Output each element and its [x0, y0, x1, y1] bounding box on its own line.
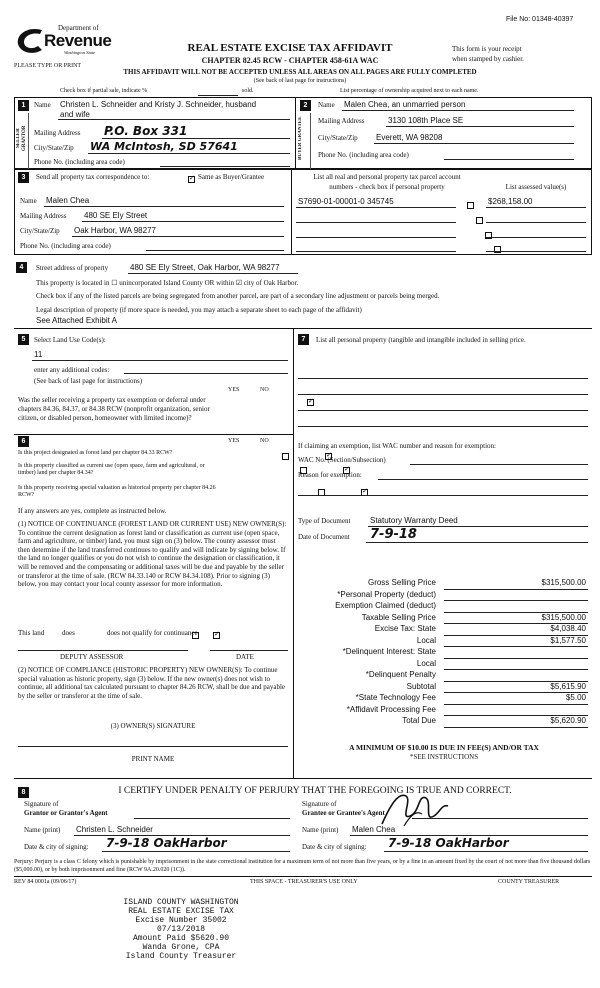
additional-codes-label: enter any additional codes: [34, 366, 110, 374]
stamp-line-3: Excise Number 35002 [135, 916, 227, 925]
see-instructions-note: *SEE INSTRUCTIONS [409, 753, 479, 761]
s6-yes-header: YES [228, 438, 240, 444]
acceptance-warning: THIS AFFIDAVIT WILL NOT BE ACCEPTED UNLESS ALL AREAS ON ALL PAGES ARE FULLY COMPLETED [123, 68, 477, 76]
grantor-name-print-label: Name (print) [24, 826, 61, 834]
see-back-note: (See back of last page for instructions) [253, 78, 347, 84]
exemption-label: If claiming an exemption, list WAC number and reason for exemption: [298, 442, 496, 450]
corr-name-value[interactable]: Malen Chea [46, 196, 90, 205]
tax-row-label: Taxable Selling Price [361, 612, 436, 622]
tax-row-label: *Affidavit Processing Fee [346, 704, 436, 714]
s5-exemption-question: Was the seller receiving a property tax exemption or deferral under chapters 84.36, 84.37, or 84.38 RCW (nonprofit organization, senior citizen, or disabled person, homeowner with limited income)? [18, 396, 210, 422]
buyer-phone-label: Phone No. (including area code) [318, 151, 409, 159]
doc-type-label: Type of Document [298, 517, 351, 525]
deputy-date-label: DATE [236, 653, 254, 661]
tax-row-label: Excise Tax: State [374, 624, 436, 633]
grantor-sig-label-1: Signature of [24, 800, 59, 808]
type-or-print: PLEASE TYPE OR PRINT [14, 63, 82, 69]
s6-if-yes-note: If any answers are yes, complete as instructed below. [18, 507, 167, 515]
section-7-badge: 7 [298, 334, 309, 345]
personal-property-line-4[interactable] [298, 426, 588, 427]
doc-type-value[interactable]: Statutory Warranty Deed [370, 516, 458, 525]
stamp-line-1: ISLAND COUNTY WASHINGTON [123, 898, 239, 907]
tax-row-value[interactable]: $5,620.90 [550, 716, 586, 725]
personal-property-line-1[interactable] [298, 378, 588, 379]
minimum-fee-note: A MINIMUM OF $10.00 IS DUE IN FEE(S) AND/OR TAX [349, 743, 539, 752]
buyer-city-value[interactable]: Everett, WA 98208 [376, 133, 443, 142]
s6-historic-question: Is this property receiving special valuation as historical property per chapter 84.26 RCW? [18, 485, 216, 498]
grantor-date-city-label: Date & city of signing: [24, 843, 89, 851]
parcel-header-2: numbers - check box if personal property [329, 183, 445, 191]
section-2-badge: 2 [300, 100, 311, 111]
tax-row-value[interactable]: $1,577.50 [550, 635, 586, 645]
seller-city-label: City/State/Zip [34, 144, 74, 152]
corr-mailing-label: Mailing Address [20, 212, 67, 220]
property-location-text: This property is located in ☐ unincorporated Island County OR within ☑ city of Oak Harbor. [36, 279, 299, 287]
grantor-sig-label-2: Grantor or Grantor's Agent [24, 809, 108, 817]
seller-phone-label: Phone No. (including area code) [34, 158, 125, 166]
logo-state: Washington State [64, 50, 96, 55]
corr-mailing-value[interactable]: 480 SE Ely Street [84, 211, 148, 220]
grantor-date-city-value[interactable]: 7-9-18 OakHarbor [106, 836, 227, 850]
street-address-value[interactable]: 480 SE Ely Street, Oak Harbor, WA 98277 [130, 263, 280, 272]
personal-property-checkbox-2[interactable] [476, 217, 483, 224]
s5-yes-header: YES [228, 387, 240, 393]
owner-signature-label: (3) OWNER(S) SIGNATURE [110, 722, 196, 730]
section-4-badge: 4 [16, 262, 27, 273]
tax-row-value[interactable]: $5,615.90 [550, 681, 586, 691]
corr-city-value[interactable]: Oak Harbor, WA 98277 [74, 226, 156, 235]
s6-notice-compliance: (2) NOTICE OF COMPLIANCE (HISTORIC PROPERTY) NEW OWNER(S): To continue special valuation as historic property, sign (3) below. If the new owner(s) does not wish to continue, all additional tax calculated pursuant to chapter 84.26 RCW, shall be due and payable by the seller or transferor at the time of sale. [18, 666, 286, 700]
s6-current-use-question: Is this property classified as current use (open space, farm and agricultural, or timber) land per chapter 84.34? [18, 463, 205, 476]
assessed-value-1[interactable]: $268,158.00 [488, 197, 533, 206]
treasurer-use-only: THIS SPACE - TREASURER'S USE ONLY [250, 879, 358, 885]
perjury-statement: Perjury: Perjury is a class C felony which is punishable by imprisonment in the state correctional institution for a maximum term of not more than five years, or by a fine in an amount fixed by the court of not more than five thousand dollars ($5,000.00), or by both imprisonment and fine (RCW 9A.20.020 (1C)). [14, 859, 591, 873]
logo-word: Revenue [44, 31, 112, 50]
seller-name-value-2[interactable]: and wife [60, 110, 90, 119]
stamp-line-2: REAL ESTATE EXCISE TAX [128, 907, 234, 916]
form-title: REAL ESTATE EXCISE TAX AFFIDAVIT [187, 42, 393, 54]
file-number: File No: 01348-40397 [506, 16, 574, 23]
seller-city-value[interactable]: WA McIntosh, SD 57641 [90, 140, 238, 153]
s6-does-not-label: does not qualify for continuance. [107, 629, 200, 637]
buyer-grantee-label: BUYER GRANTEE [298, 116, 303, 160]
land-use-value[interactable]: 11 [34, 350, 43, 359]
buyer-city-label: City/State/Zip [318, 134, 358, 142]
grantee-sig-label-1: Signature of [302, 800, 337, 808]
same-as-buyer-checkbox[interactable] [188, 176, 195, 183]
tax-row-value[interactable]: $5.00 [565, 693, 586, 702]
tax-row-label: Exemption Claimed (deduct) [335, 601, 436, 610]
same-as-buyer-label: Same as Buyer/Grantee [198, 173, 265, 181]
stamp-line-5: Amount Paid $5620.90 [132, 934, 229, 943]
seller-grantor-label: SELLER GRANTOR [16, 125, 27, 151]
tax-row-label: Gross Selling Price [367, 578, 436, 587]
seller-phone-field[interactable] [160, 166, 290, 167]
s6-does-label: does [62, 629, 75, 637]
corr-phone-field[interactable] [146, 250, 284, 251]
form-revision: REV 84 0001a (09/06/17) [14, 879, 77, 885]
s6-does-not-checkbox[interactable] [213, 632, 220, 639]
send-correspondence-label: Send all property tax correspondence to: [36, 173, 150, 181]
grantor-name-print-value[interactable]: Christen L. Schneider [76, 825, 153, 834]
tax-row-label: *Delinquent Penalty [365, 670, 436, 679]
tax-row-label: *State Technology Fee [355, 693, 436, 702]
wac-field[interactable] [410, 464, 588, 465]
doc-date-label: Date of Document [298, 533, 350, 541]
county-treasurer-label: COUNTY TREASURER [498, 879, 560, 885]
buyer-mailing-label: Mailing Address [318, 117, 365, 125]
revenue-swoosh-icon [14, 24, 48, 58]
buyer-name-value[interactable]: Malen Chea, an unmarried person [344, 100, 466, 109]
stamp-line-4: 07/13/2018 [156, 925, 205, 934]
tax-row-value[interactable]: $4,038.40 [550, 624, 586, 633]
s6-this-land-label: This land [18, 629, 45, 637]
logo-top-text: Department of [58, 24, 99, 32]
parcel-number-1[interactable]: S7690-01-00001-0 345745 [298, 197, 394, 206]
reason-field[interactable] [378, 479, 588, 480]
seller-mailing-label: Mailing Address [34, 129, 81, 137]
partial-sale-label: Check box if partial sale, indicate % [60, 88, 148, 94]
legal-description-label: Legal description of property (if more space is needed, you may attach a separate sheet to each page of the affidavit) [36, 306, 362, 314]
buyer-mailing-value[interactable]: 3130 108th Place SE [388, 116, 464, 125]
tax-row-label: Subtotal [406, 681, 436, 691]
grantor-signature-field[interactable] [134, 818, 290, 819]
grantee-name-print-label: Name (print) [302, 826, 339, 834]
tax-row-label: Local [416, 635, 436, 645]
buyer-name-label: Name [318, 101, 335, 109]
deputy-assessor-label: DEPUTY ASSESSOR [60, 653, 124, 661]
s6-forest-question: Is this project designated as forest land per chapter 84.33 RCW? [18, 450, 173, 456]
section-5-badge: 5 [18, 334, 29, 345]
wac-label: WAC No. (Section/Subsection) [298, 456, 386, 464]
s5-no-header: NO [260, 387, 269, 393]
personal-property-label: List all personal property (tangible and intangible included in selling price. [316, 336, 526, 344]
stamp-line-7: Island County Treasurer [125, 952, 237, 961]
corr-name-label: Name [20, 197, 37, 205]
additional-codes-field[interactable] [124, 373, 288, 374]
s6-no-header: NO [260, 438, 269, 444]
s6-notice-continuance: (1) NOTICE OF CONTINUANCE (FOREST LAND OR CURRENT USE) NEW OWNER(S): To continue the current designation as forest land or classification as current use (open space, farm and agriculture, or timber) land, you must sign on (3) below. The county assessor must then determine if the land transferred continues to qualify and will indicate by signing below. If the land no longer qualifies or you do not wish to continue the designation or classification, it will be removed and the compensating or additional taxes will be due and payable by the seller or transferor at the time of sale. (RCW 84.33.140 or RCW 84.34.108). Prior to signing (3) below, you may contact your local county assessor for more information. [18, 520, 287, 589]
buyer-phone-field[interactable] [444, 159, 574, 160]
receipt-note-2: when stamped by cashier. [452, 55, 524, 63]
tax-row-label: Local [416, 658, 436, 668]
deputy-assessor-sig-field[interactable] [18, 650, 188, 651]
stamp-line-6: Wanda Grone, CPA [142, 943, 220, 952]
grantee-name-print-value[interactable]: Malen Chea [352, 825, 396, 834]
segregation-text: Check box if any of the listed parcels are being segregated from another parcel, are part of a secondary line adjustment or parcels being merged. [36, 292, 440, 300]
land-use-instructions: (See back of last page for instructions) [34, 377, 143, 385]
print-name-label: PRINT NAME [131, 755, 175, 763]
corr-phone-label: Phone No. (including area code) [20, 242, 111, 250]
seller-name-value[interactable]: Christen L. Schneider and Kristy J. Schneider, husband [60, 100, 257, 109]
reason-label: Reason for exemption: [298, 471, 362, 479]
assessed-header: List assessed value(s) [505, 183, 567, 191]
treasurer-receipt-stamp [96, 898, 266, 961]
personal-property-line-2[interactable] [298, 394, 588, 395]
section-6-badge: 6 [18, 436, 29, 447]
section-3-badge: 3 [18, 172, 29, 183]
owner-signature-field[interactable] [18, 746, 288, 747]
form-subtitle: CHAPTER 82.45 RCW - CHAPTER 458-61A WAC [201, 56, 379, 65]
reason-field-2[interactable] [298, 495, 588, 496]
dor-logo [14, 22, 124, 62]
partial-sale-percent-field[interactable] [198, 95, 238, 96]
s6-forest-yes-checkbox[interactable] [282, 453, 289, 460]
tax-row-value[interactable]: $315,500.00 [541, 578, 586, 587]
personal-property-checkbox-1[interactable] [467, 202, 474, 209]
deputy-date-field[interactable] [210, 650, 288, 651]
perjury-certification: I CERTIFY UNDER PENALTY OF PERJURY THAT THE FOREGOING IS TRUE AND CORRECT. [118, 786, 512, 796]
tax-row-value[interactable]: $315,500.00 [541, 612, 586, 622]
receipt-note-1: This form is your receipt [452, 45, 522, 53]
grantee-sig-label-2: Grantee or Grantee's Agent [302, 809, 385, 817]
grantee-date-city-value[interactable]: 7-9-18 OakHarbor [388, 836, 509, 850]
section-8-badge: 8 [18, 787, 29, 798]
seller-mailing-value[interactable]: P.O. Box 331 [104, 124, 188, 138]
tax-row-label: *Personal Property (deduct) [337, 589, 436, 599]
ownership-pct-note: List percentage of ownership acquired next to each name. [340, 88, 479, 94]
tax-row-label: Total Due [402, 716, 436, 725]
seller-name-label: Name [34, 101, 51, 109]
land-use-label: Select Land Use Code(s): [34, 336, 106, 344]
section-1-badge: 1 [18, 100, 29, 111]
corr-city-label: City/State/Zip [20, 227, 60, 235]
parcel-header-1: List all real and personal property tax parcel account [313, 173, 461, 181]
doc-date-value[interactable]: 7-9-18 [370, 527, 417, 542]
tax-row-label: *Delinquent Interest: State [342, 647, 436, 656]
sold-label: sold. [242, 88, 254, 94]
street-address-label: Street address of property [36, 264, 109, 272]
legal-description-value[interactable]: See Attached Exhibit A [36, 316, 117, 325]
s5-exemption-no-checkbox[interactable] [307, 399, 314, 406]
grantee-date-city-label: Date & city of signing: [302, 843, 367, 851]
personal-property-line-3[interactable] [298, 410, 588, 411]
